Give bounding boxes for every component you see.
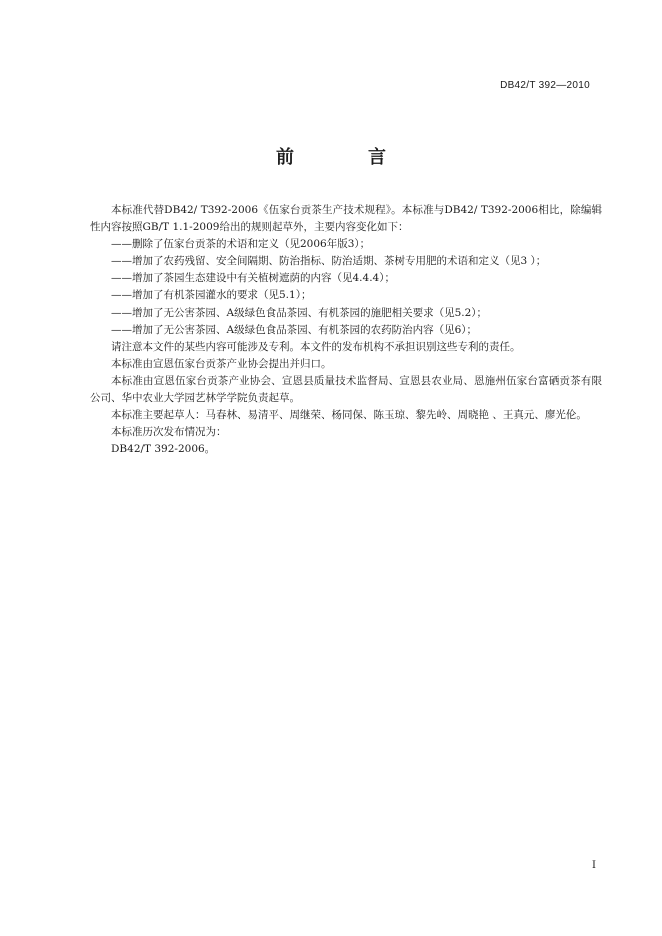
- paragraph-patent-notice: 请注意本文件的某些内容可能涉及专利。本文件的发布机构不承担识别这些专利的责任。: [111, 340, 521, 353]
- foreword-body: [90, 202, 602, 458]
- change-item-5: ——增加了无公害茶园、A级绿色食品茶园、有机茶园的施肥相关要求（见5.2）；: [111, 306, 488, 319]
- paragraph-history-item: DB42/T 392-2006。: [111, 443, 216, 456]
- change-item-2: ——增加了农药残留、安全间隔期、防治指标、防治适期、茶树专用肥的术语和定义（见3 ）；: [111, 255, 547, 268]
- page-title: 前 言: [276, 147, 414, 168]
- paragraph-drafting-units: 本标准由宣恩伍家台贡茶产业协会、宣恩县质量技术监督局、宣恩县农业局、恩施州伍家台富硒贡茶有限公司、华中农业大学园艺林学学院负责起草。: [90, 374, 602, 405]
- change-item-3: ——增加了茶园生态建设中有关植树遮荫的内容（见4.4.4）；: [111, 272, 395, 285]
- paragraph-history-label: 本标准历次发布情况为：: [111, 426, 227, 439]
- paragraph-replacement-note: 本标准代替DB42/ T392-2006《伍家台贡茶生产技术规程》。本标准与DB42/ T392-2006相比，除编辑性内容按照GB/T 1.1-2009给出的规则起草外，主要内容变化如下：: [90, 204, 602, 234]
- standard-code: DB42/T 392—2010: [500, 80, 590, 91]
- page-number: I: [592, 860, 596, 871]
- paragraph-drafters: 本标准主要起草人：马春林、易清平、周继荣、杨同保、陈玉琼、黎先岭、周晓艳 、王真元、廖光伦。: [111, 409, 587, 422]
- paragraph-proposer: 本标准由宣恩伍家台贡茶产业协会提出并归口。: [111, 357, 332, 370]
- change-item-4: ——增加了有机茶园灌水的要求（见5.1）；: [111, 289, 312, 302]
- change-item-1: ——删除了伍家台贡茶的术语和定义（见2006年版3）；: [111, 238, 371, 251]
- change-item-6: ——增加了无公害茶园、A级绿色食品茶园、有机茶园的农药防治内容（见6）；: [111, 323, 478, 336]
